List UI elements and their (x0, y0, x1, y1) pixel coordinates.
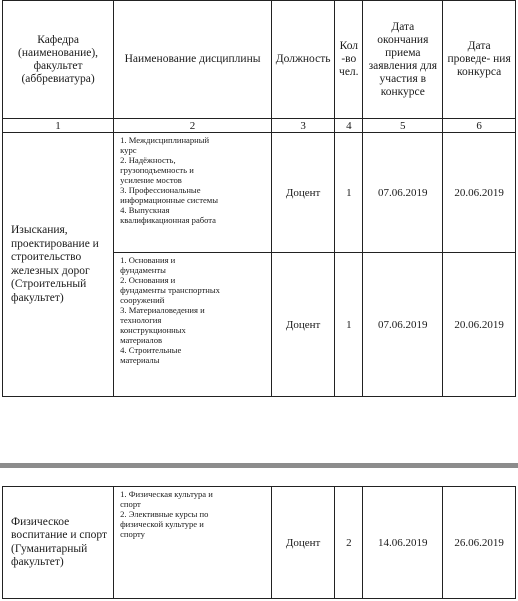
column-number: 5 (363, 119, 443, 133)
header-position: Должность (271, 1, 334, 119)
discipline-list (114, 253, 272, 397)
discipline-line: конструкционных (120, 325, 186, 335)
count-cell: 2 (335, 487, 363, 599)
discipline-line: фундаменты (120, 265, 166, 275)
deadline-cell: 07.06.2019 (363, 133, 443, 253)
discipline-line: курс (120, 145, 137, 155)
header-row (3, 1, 516, 119)
discipline-line: грузоподъемность и (120, 165, 194, 175)
count-cell: 1 (335, 253, 363, 397)
count-cell: 1 (335, 133, 363, 253)
position-cell: Доцент (271, 487, 334, 599)
position-cell: Доцент (271, 133, 334, 253)
discipline-line: 2. Надёжность, (120, 155, 176, 165)
column-number: 3 (271, 119, 334, 133)
discipline-line: квалификационная работа (120, 215, 216, 225)
header-count: Кол -во чел. (335, 1, 363, 119)
header-deadline: Дата окончания приема заявления для участия в конкурсе (363, 1, 443, 119)
discipline-list (114, 133, 272, 253)
header-dept: Кафедра (наименование), факультет (аббревиатура) (3, 1, 114, 119)
column-number: 2 (114, 119, 272, 133)
table-row (3, 133, 516, 253)
dept-cell: Физическое воспитание и спорт (Гуманитарный факультет) (3, 487, 114, 599)
discipline-line: 4. Строительные (120, 345, 182, 355)
discipline-line: информационные системы (120, 195, 218, 205)
column-number: 4 (335, 119, 363, 133)
contest-table (2, 0, 516, 397)
column-number: 6 (443, 119, 516, 133)
contest-date-cell: 26.06.2019 (443, 487, 516, 599)
discipline-line: спорт (120, 499, 141, 509)
discipline-line: 2. Основания и (120, 275, 176, 285)
discipline-line: 2. Элективные курсы по (120, 509, 209, 519)
discipline-list (114, 487, 272, 599)
page-break-bar (0, 463, 518, 468)
header-discipline: Наименование дисциплины (114, 1, 272, 119)
discipline-line: 1. Физическая культура и (120, 489, 213, 499)
discipline-line: фундаменты транспортных (120, 285, 220, 295)
discipline-line: сооружений (120, 295, 165, 305)
discipline-line: 3. Профессиональные (120, 185, 201, 195)
discipline-line: 3. Материаловедения и (120, 305, 205, 315)
deadline-cell: 07.06.2019 (363, 253, 443, 397)
discipline-line: усиление мостов (120, 175, 182, 185)
table-row (3, 487, 516, 599)
contest-date-cell: 20.06.2019 (443, 133, 516, 253)
position-cell: Доцент (271, 253, 334, 397)
column-number-row (3, 119, 516, 133)
discipline-line: материалы (120, 355, 160, 365)
discipline-line: 1. Междисциплинарный (120, 135, 210, 145)
discipline-line: 4. Выпускная (120, 205, 170, 215)
deadline-cell: 14.06.2019 (363, 487, 443, 599)
column-number: 1 (3, 119, 114, 133)
discipline-line: технология (120, 315, 162, 325)
discipline-line: спорту (120, 529, 145, 539)
discipline-line: 1. Основания и (120, 255, 176, 265)
contest-date-cell: 20.06.2019 (443, 253, 516, 397)
contest-table-continued (2, 486, 516, 599)
dept-cell: Изыскания, проектирование и строительство железных дорог (Строительный факультет) (3, 133, 114, 397)
discipline-line: материалов (120, 335, 163, 345)
header-contest-date: Дата проведе- ния конкурса (443, 1, 516, 119)
discipline-line: физической культуре и (120, 519, 204, 529)
